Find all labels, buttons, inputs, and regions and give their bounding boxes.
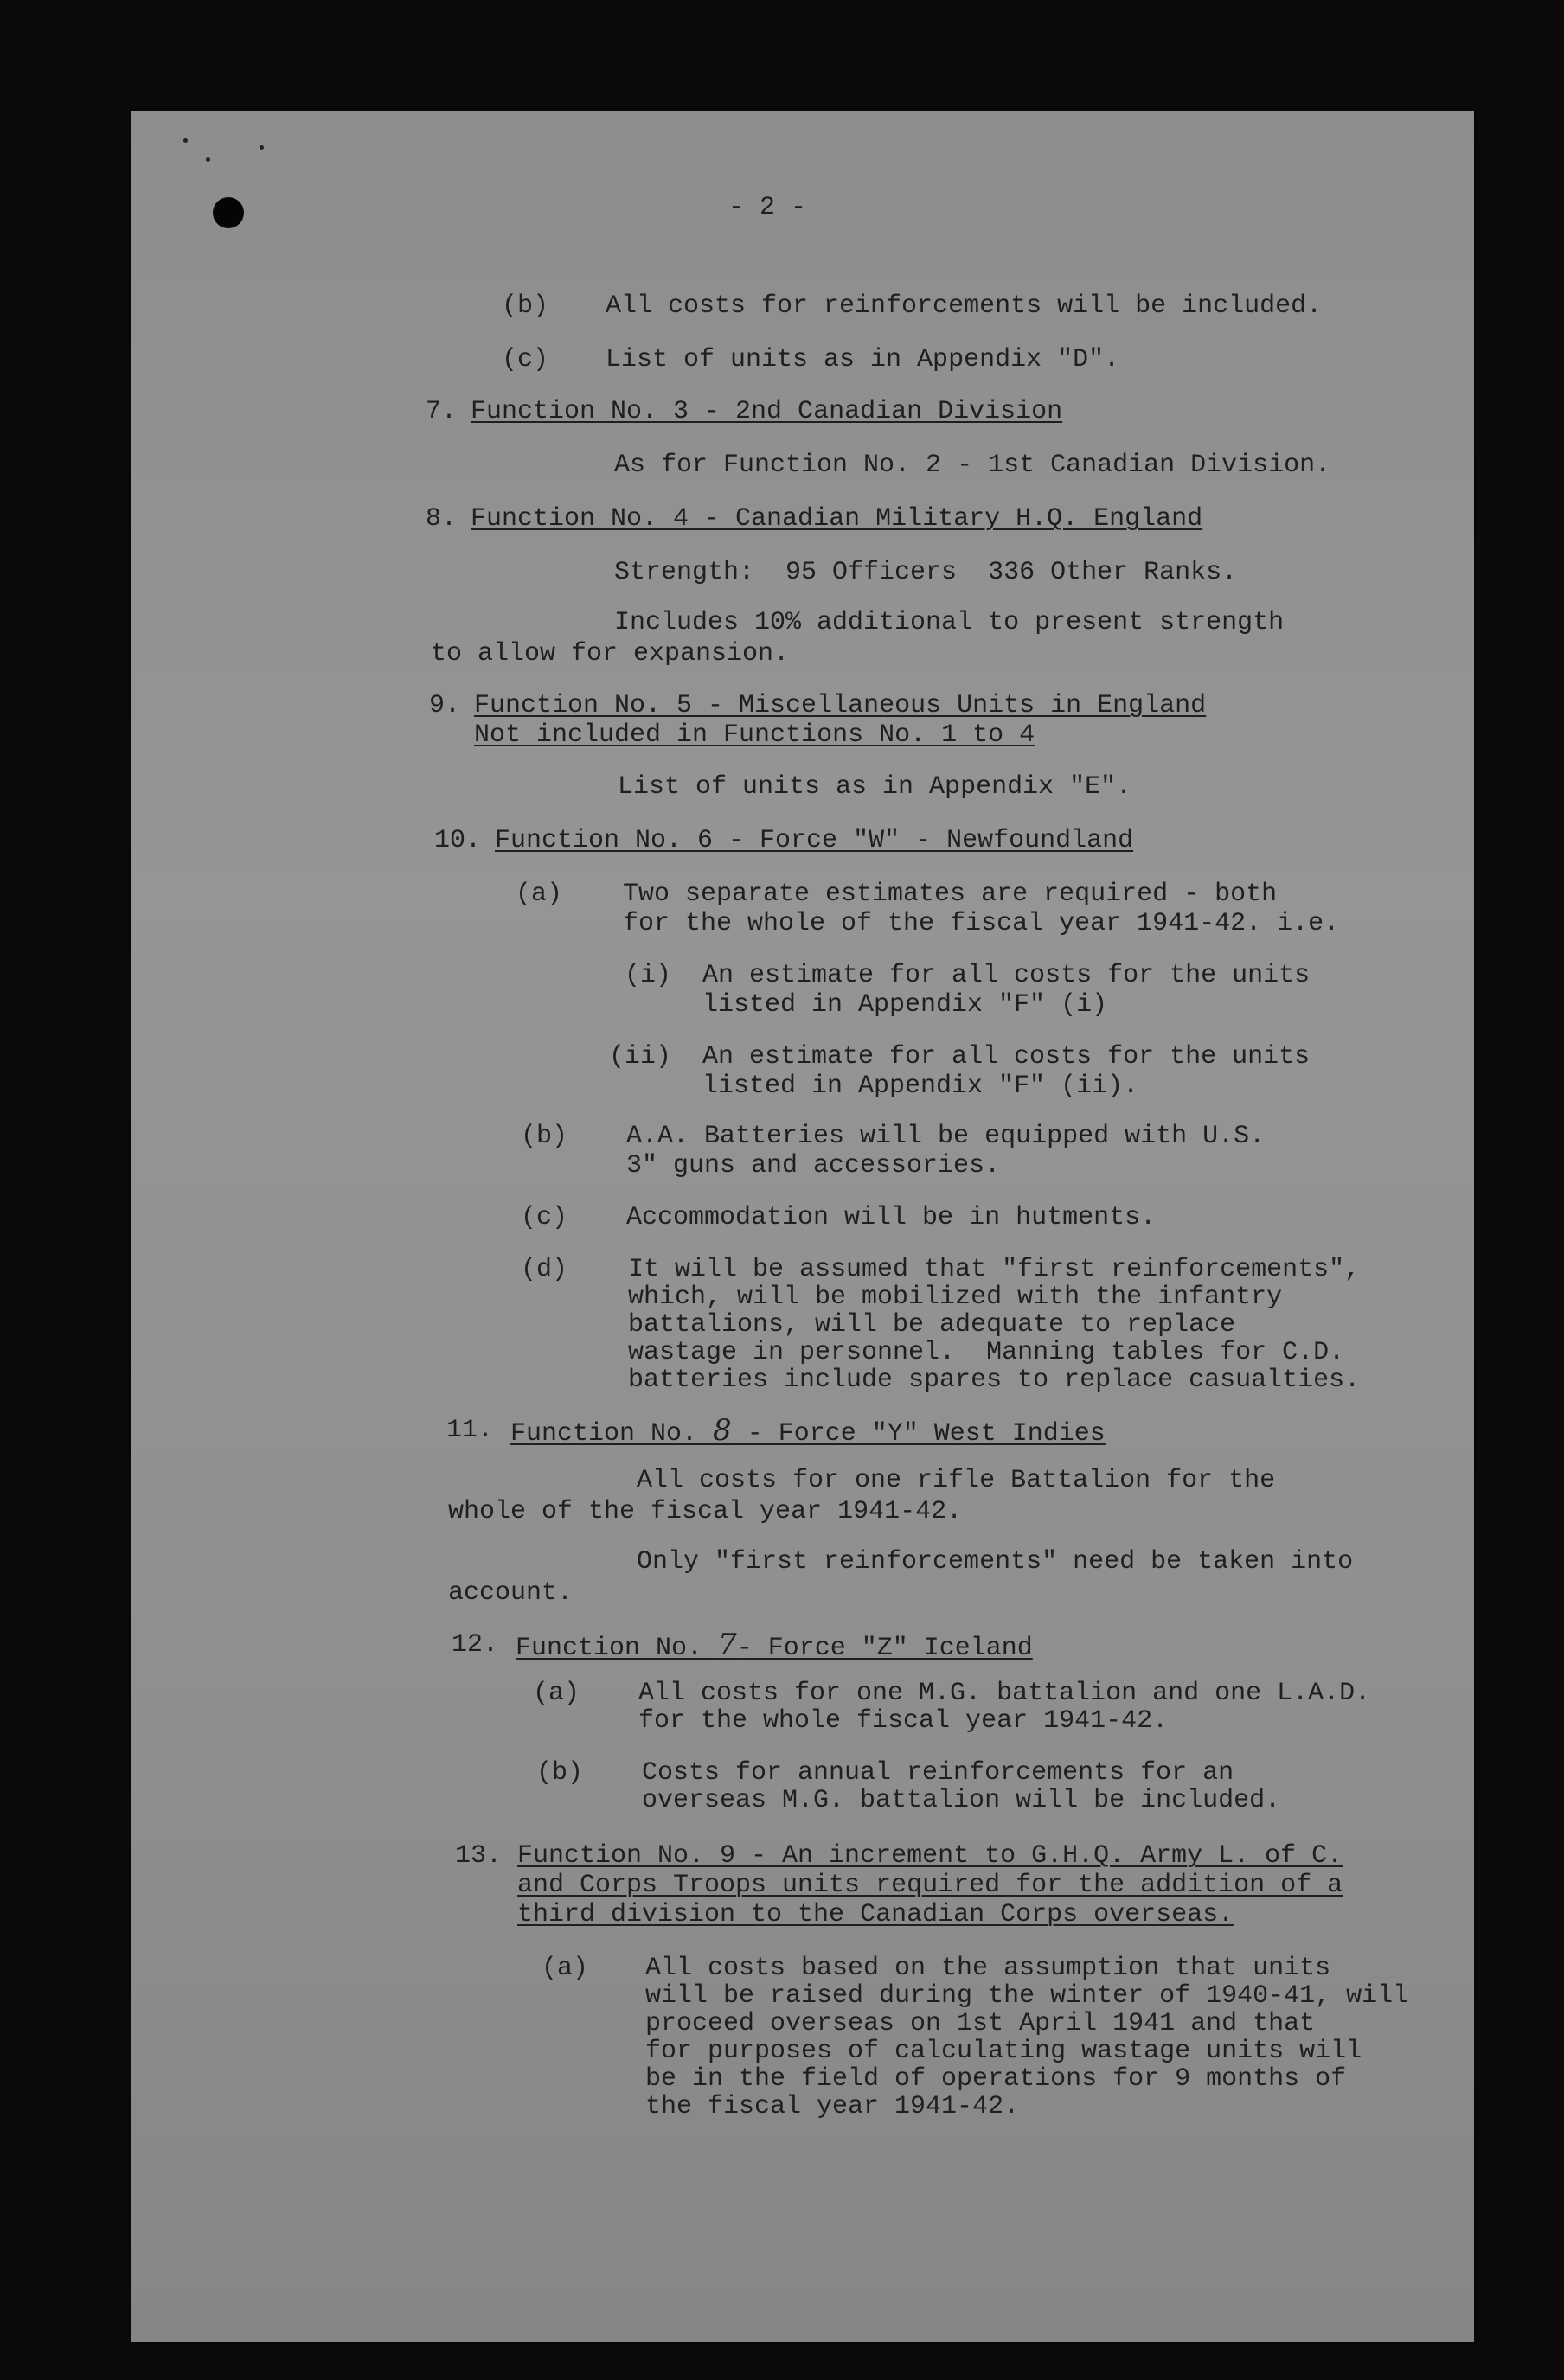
item-text: Two separate estimates are required - both — [623, 880, 1278, 909]
item-text: A.A. Batteries will be equipped with U.S. — [626, 1122, 1266, 1151]
item-text: An estimate for all costs for the units — [702, 961, 1311, 990]
item-text: List of units as in Appendix "D". — [606, 345, 1120, 374]
item-text: wastage in personnel. Manning tables for C.D. — [628, 1338, 1345, 1367]
heading-part: - Force "Z" Iceland — [736, 1634, 1033, 1663]
item-text: listed in Appendix "F" (i) — [702, 990, 1108, 1020]
item-label: (d) — [521, 1255, 568, 1284]
section-number: 8. — [426, 504, 458, 534]
item-label: (a) — [516, 880, 563, 909]
item-text: be in the field of operations for 9 months of — [645, 2064, 1347, 2094]
section-heading: Not included in Functions No. 1 to 4 — [474, 720, 1035, 750]
item-label: (c) — [521, 1203, 568, 1232]
item-text: for the whole of the fiscal year 1941-42. i.e. — [623, 909, 1340, 938]
item-text: All costs for one M.G. battalion and one L.A.D. — [638, 1679, 1371, 1708]
item-text: Costs for annual reinforcements for an — [642, 1758, 1234, 1788]
section-number: 11. — [446, 1416, 494, 1445]
section-text: As for Function No. 2 - 1st Canadian Division. — [614, 451, 1331, 480]
section-heading: Function No. 9 - An increment to G.H.Q. Army L. of C. — [517, 1841, 1343, 1871]
item-text: 3" guns and accessories. — [626, 1151, 1001, 1180]
item-label: (a) — [533, 1679, 580, 1708]
item-text: All costs based on the assumption that units — [645, 1954, 1331, 1983]
section-number: 9. — [429, 691, 461, 720]
section-heading: Function No. 3 - 2nd Canadian Division — [471, 397, 1063, 426]
item-label: (c) — [502, 345, 549, 374]
item-label: (b) — [502, 291, 549, 321]
item-label: (b) — [521, 1122, 568, 1151]
section-heading: Function No. 5 - Miscellaneous Units in England — [474, 691, 1207, 720]
section-heading: Function No. 6 - Force "W" - Newfoundland — [495, 826, 1134, 855]
section-heading: third division to the Canadian Corps overseas. — [517, 1900, 1234, 1929]
section-heading: and Corps Troops units required for the addition of a — [517, 1871, 1343, 1900]
item-text: battalions, will be adequate to replace — [628, 1310, 1236, 1340]
heading-part: Function No. — [516, 1634, 719, 1663]
section-number: 7. — [426, 397, 458, 426]
item-text: It will be assumed that "first reinforcements", — [628, 1255, 1361, 1284]
item-text: overseas M.G. battalion will be included. — [642, 1786, 1281, 1815]
section-text: All costs for one rifle Battalion for the — [637, 1466, 1276, 1495]
section-heading: Function No. 4 - Canadian Military H.Q. England — [471, 504, 1203, 534]
section-text: Strength: 95 Officers 336 Other Ranks. — [614, 558, 1238, 587]
section-text: Only "first reinforcements" need be taken into — [637, 1547, 1354, 1577]
heading-part: - Force "Y" West Indies — [731, 1419, 1106, 1449]
item-text: Accommodation will be in hutments. — [626, 1203, 1157, 1232]
item-text: All costs for reinforcements will be included. — [606, 291, 1323, 321]
item-text: listed in Appendix "F" (ii). — [702, 1072, 1139, 1101]
section-text: to allow for expansion. — [431, 639, 790, 669]
item-text: will be raised during the winter of 1940-41, will — [645, 1981, 1409, 2011]
item-text: An estimate for all costs for the units — [702, 1042, 1311, 1072]
document-page — [131, 111, 1474, 2342]
item-text: for purposes of calculating wastage units will — [645, 2037, 1362, 2066]
item-label: (ii) — [609, 1042, 672, 1072]
section-text: whole of the fiscal year 1941-42. — [448, 1497, 963, 1526]
handwritten-number: 7 — [718, 1628, 737, 1662]
heading-part: Function No. — [510, 1419, 714, 1449]
page-number: - 2 - — [728, 193, 807, 222]
section-heading — [516, 1629, 1033, 1664]
section-heading — [510, 1415, 1106, 1449]
item-label: (a) — [542, 1954, 589, 1983]
section-number: 10. — [434, 826, 482, 855]
item-text: for the whole fiscal year 1941-42. — [638, 1706, 1169, 1736]
item-label: (i) — [625, 961, 672, 990]
item-text: the fiscal year 1941-42. — [645, 2092, 1020, 2121]
handwritten-number: 8 — [713, 1413, 732, 1448]
item-text: proceed overseas on 1st April 1941 and that — [645, 2009, 1316, 2038]
section-number: 12. — [452, 1630, 499, 1660]
section-text: Includes 10% additional to present strength — [614, 608, 1285, 637]
item-label: (b) — [536, 1758, 584, 1788]
section-text: List of units as in Appendix "E". — [618, 772, 1132, 802]
section-text: account. — [448, 1578, 574, 1608]
item-text: which, will be mobilized with the infantry — [628, 1283, 1283, 1312]
item-text: batteries include spares to replace casualties. — [628, 1366, 1361, 1395]
section-number: 13. — [455, 1841, 503, 1871]
